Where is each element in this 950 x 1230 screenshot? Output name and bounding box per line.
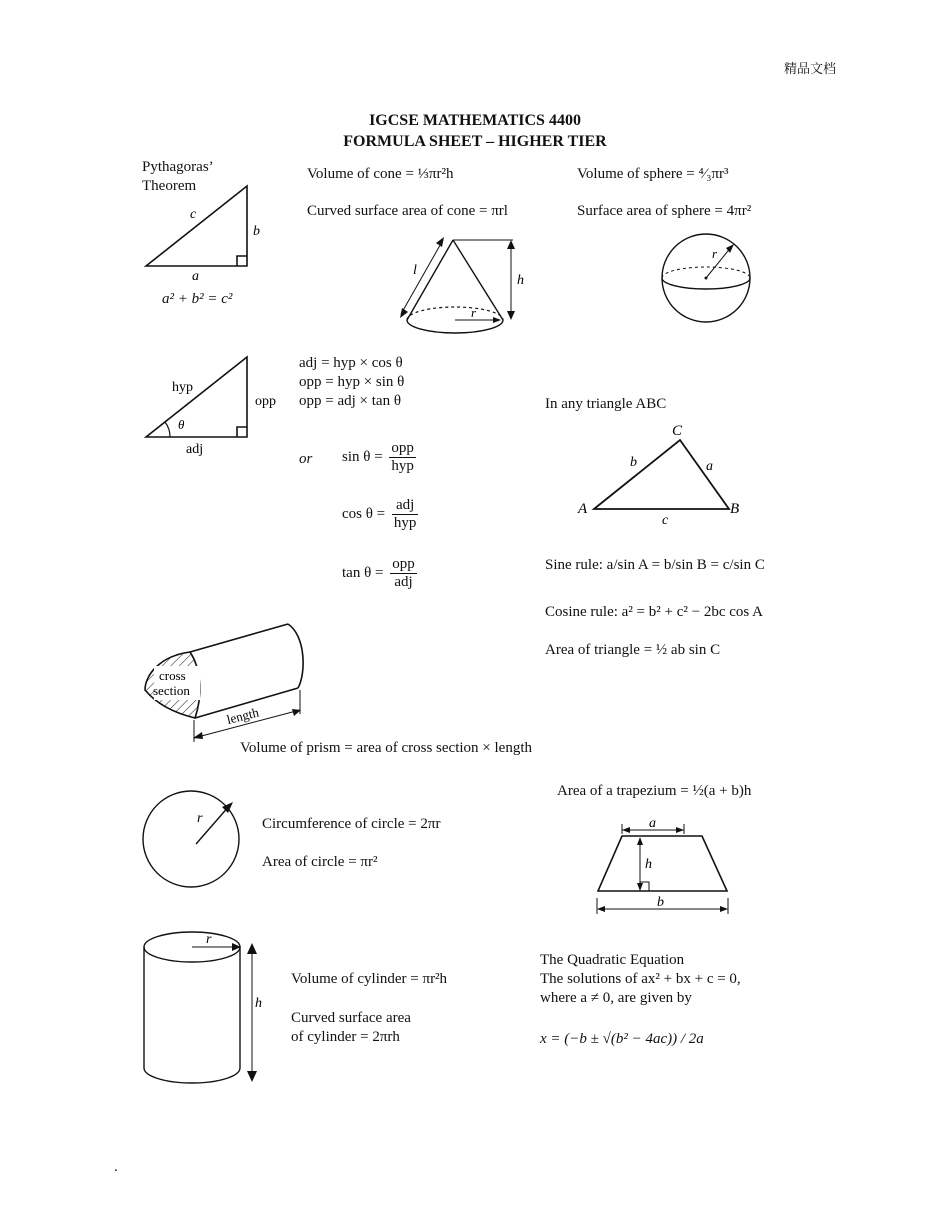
- trig-line-2: opp = hyp × sin θ: [299, 374, 405, 390]
- cylinder-curved-area-2: of cylinder = 2πrh: [291, 1029, 400, 1045]
- trig-label-adj: adj: [186, 442, 204, 457]
- side-a: a: [706, 459, 713, 474]
- pyth-label-b: b: [253, 224, 260, 239]
- sin-den: hyp: [391, 458, 414, 474]
- sphere-volume: Volume of sphere = ⁴⁄₃πr³: [577, 166, 729, 182]
- trig-line-3: opp = adj × tan θ: [299, 393, 402, 409]
- prism-diagram: [140, 620, 320, 745]
- trap-label-a: a: [649, 816, 656, 831]
- triangle-abc-heading: In any triangle ABC: [545, 396, 667, 412]
- cyl-label-r: r: [206, 932, 212, 947]
- sphere-diagram: [660, 234, 760, 324]
- sphere-surface-area: Surface area of sphere = 4πr²: [577, 203, 752, 219]
- trap-label-b: b: [657, 895, 664, 910]
- sine-rule: Sine rule: a/sin A = b/sin B = c/sin C: [545, 557, 765, 573]
- trig-triangle-diagram: [140, 355, 290, 460]
- tan-den: adj: [394, 574, 413, 590]
- trig-line-1: adj = hyp × cos θ: [299, 355, 403, 371]
- prism-cross-label-1: cross: [159, 668, 186, 683]
- prism-volume: Volume of prism = area of cross section × length: [240, 740, 532, 756]
- trap-label-h: h: [645, 857, 652, 872]
- trig-or: or: [299, 451, 313, 467]
- cone-volume: Volume of cone = ⅓πr²h: [307, 166, 454, 182]
- triangle-abc-diagram: [572, 420, 752, 530]
- trig-label-opp: opp: [255, 394, 276, 409]
- pyth-label-a: a: [192, 269, 199, 284]
- trig-label-theta: θ: [178, 417, 185, 432]
- cos-fraction: [392, 497, 419, 532]
- side-c: c: [662, 513, 669, 528]
- cone-label-h: h: [517, 273, 524, 288]
- pythagoras-formula: a² + b² = c²: [162, 291, 233, 307]
- cos-lhs: cos θ =: [342, 505, 386, 522]
- circle-area: Area of circle = πr²: [262, 854, 378, 870]
- trapezium-diagram: [590, 812, 740, 917]
- cylinder-volume: Volume of cylinder = πr²h: [291, 971, 448, 987]
- sin-ratio: [342, 440, 419, 475]
- trapezium-area: Area of a trapezium = ½(a + b)h: [557, 783, 752, 799]
- circle-label-r: r: [197, 811, 203, 826]
- cylinder-diagram: [140, 925, 280, 1090]
- pyth-label-c: c: [190, 207, 197, 222]
- sphere-label-r: r: [712, 246, 718, 261]
- footer-dot: .: [114, 1159, 118, 1175]
- quadratic-heading: The Quadratic Equation: [540, 952, 685, 968]
- quadratic-line-1: The solutions of ax² + bx + c = 0,: [540, 971, 741, 987]
- cone-curved-area: Curved surface area of cone = πrl: [307, 203, 508, 219]
- triangle-area: Area of triangle = ½ ab sin C: [545, 642, 721, 658]
- vertex-a: A: [578, 501, 588, 517]
- page-title: IGCSE MATHEMATICS 4400: [369, 112, 581, 129]
- pythagoras-triangle-diagram: [140, 180, 270, 284]
- cone-label-l: l: [413, 263, 417, 278]
- cos-ratio: [342, 497, 421, 532]
- vertex-c: C: [672, 423, 683, 439]
- tan-ratio: [342, 556, 420, 591]
- cone-label-r: r: [471, 305, 477, 320]
- tan-fraction: [390, 556, 417, 591]
- circle-circumference: Circumference of circle = 2πr: [262, 816, 441, 832]
- sin-fraction: [389, 440, 416, 475]
- watermark: 精品文档: [784, 61, 837, 76]
- prism-cross-label-2: section: [153, 683, 190, 698]
- sin-num: opp: [391, 440, 414, 456]
- cone-diagram: [395, 232, 535, 342]
- quadratic-line-2: where a ≠ 0, are given by: [540, 990, 692, 1006]
- pythagoras-heading: Pythagoras’ Theorem: [142, 159, 213, 194]
- cos-num: adj: [392, 497, 419, 515]
- tan-num: opp: [392, 556, 415, 572]
- cos-den: hyp: [393, 515, 417, 531]
- cylinder-curved-area-1: Curved surface area: [291, 1010, 411, 1026]
- cosine-rule: Cosine rule: a² = b² + c² − 2bc cos A: [545, 604, 763, 620]
- quadratic-formula: x = (−b ± √(b² − 4ac)) / 2a: [540, 1031, 704, 1047]
- cyl-label-h: h: [255, 996, 262, 1011]
- page-subtitle: FORMULA SHEET – HIGHER TIER: [343, 133, 607, 150]
- circle-diagram: [140, 788, 250, 898]
- trig-label-hyp: hyp: [172, 380, 193, 395]
- side-b: b: [630, 455, 637, 470]
- prism-length-label: length: [225, 704, 261, 727]
- vertex-b: B: [730, 501, 740, 517]
- sin-lhs: sin θ =: [342, 448, 383, 465]
- tan-lhs: tan θ =: [342, 564, 384, 581]
